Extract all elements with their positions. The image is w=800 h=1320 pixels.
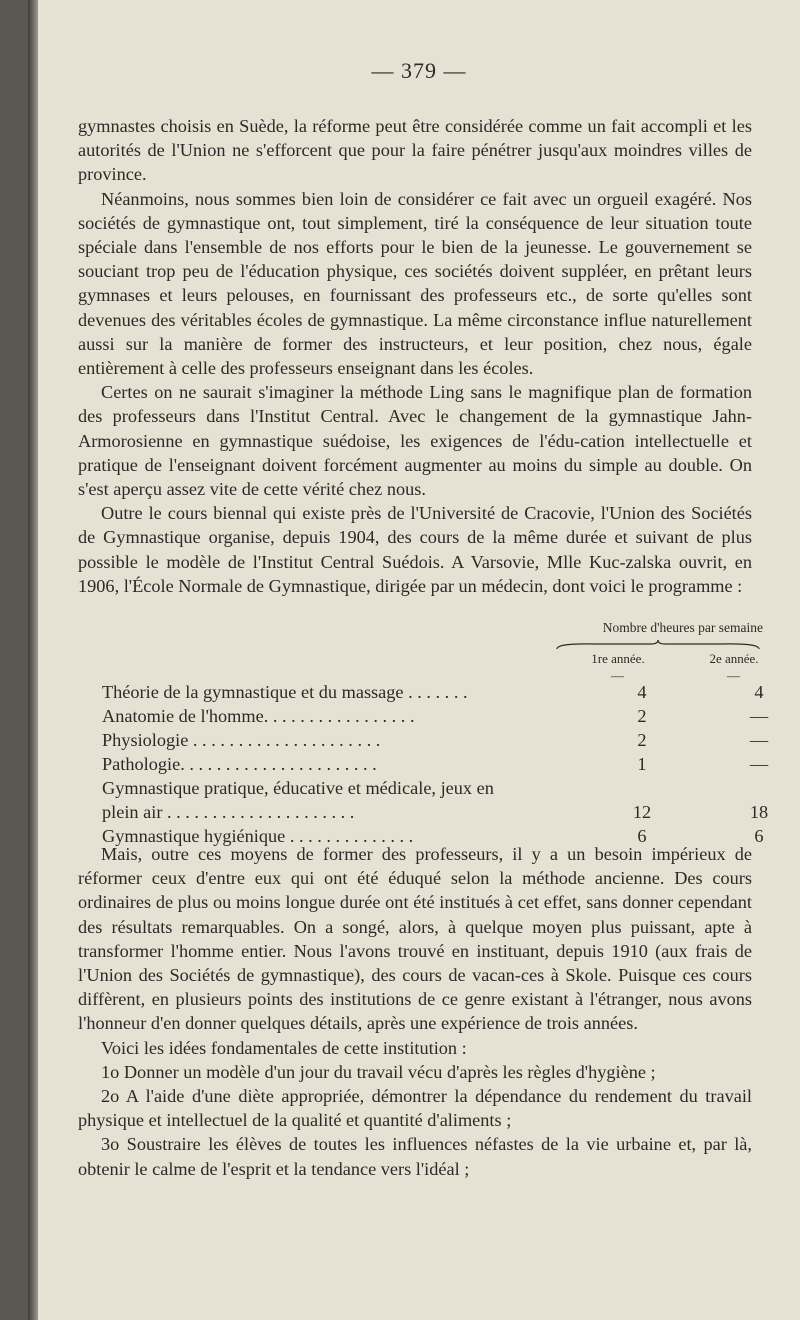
row-label: Pathologie. . . . . . . . . . . . . . . . . . . . . . (102, 754, 377, 774)
column-header-year2: 2e année. (709, 651, 759, 666)
row-year1: 1 (637, 754, 647, 774)
row-year2: 18 (749, 802, 769, 822)
row-year1: 2 (637, 730, 647, 750)
table-row (102, 754, 769, 778)
table-row (102, 682, 762, 706)
book-binding-shadow (28, 0, 38, 1320)
paragraph: 3o Soustraire les élèves de toutes les influences néfastes de la vie urbaine et, par là, obtenir le calme de l'esprit et la tendance vers l'idéal ; (78, 1134, 752, 1179)
paragraph: Certes on ne saurait s'imaginer la méthode Ling sans le magnifique plan de formation des professeurs dans l'Institut Central. Avec le changement de la gymnastique Jahn-Armorosienne en gymnastique suédoise, les exigences de l'édu-cation intellectuelle et pratique de l'enseignant doivent forcément augmenter au moins du simple au double. On s'est aperçu assez vite de cette vérité chez nous. (78, 382, 752, 500)
paragraph: 1o Donner un modèle d'un jour du travail vécu d'après les règles d'hygiène ; (101, 1061, 656, 1082)
row-year2: — (749, 706, 769, 726)
paragraph: gymnastes choisis en Suède, la réforme peut être considérée comme un fait accompli et les autorités de l'Union ne s'efforcent que pour la faire pénétrer jusqu'aux moindres villes de province. (78, 116, 752, 185)
row-year2: 6 (754, 826, 764, 846)
column-divider-mark: — (727, 668, 740, 683)
row-year2: 4 (754, 682, 764, 702)
column-divider-mark: — (611, 668, 624, 683)
row-label: Théorie de la gymnastique et du massage . . . . . . . (102, 682, 468, 702)
body-text-bottom (78, 842, 752, 1181)
row-year2: — (749, 754, 769, 774)
column-header-year1: 1re année. (591, 651, 645, 666)
paragraph: Mais, outre ces moyens de former des professeurs, il y a un besoin impérieux de réformer ceux d'entre eux qui ont été éduqué selon la méthode ancienne. Des cours ordinaires de plus ou moins longue durée ont été institués à cet effet, sans donner cependant des résultats remarquables. On a songé, alors, à quelque moyen plus puissant, apte à transformer l'homme entier. Nous l'avons trouvé en instituant, depuis 1910 (aux frais de l'Union des Sociétés de gymnastique), des cours de vacan-ces à Skole. Puisque ces cours diffèrent, en plusieurs points des institutions de ce genre existant à l'étranger, nous avons l'honneur d'en donner quelques détails, après une expérience de trois années. (78, 844, 752, 1034)
header-brace (556, 640, 760, 650)
row-year1: 12 (632, 802, 652, 822)
paragraph: Voici les idées fondamentales de cette institution : (101, 1037, 467, 1058)
paragraph: Outre le cours biennal qui existe près de l'Université de Cracovie, l'Union des Sociétés de Gymnastique organise, depuis 1904, des cours de la même durée et suivant de plus possible le modèle de l'Institut Central Suédois. A Varsovie, Mlle Kuc-zalska ouvrit, en 1906, l'École Normale de Gymnastique, dirigée par un médecin, dont voici le programme : (78, 503, 752, 596)
row-year2: — (749, 730, 769, 750)
row-label: Gymnastique hygiénique . . . . . . . . . . . . . . (102, 826, 414, 846)
table-row (102, 778, 762, 802)
table-row (102, 706, 769, 730)
table-row (102, 730, 769, 754)
paragraph: Néanmoins, nous sommes bien loin de considérer ce fait avec un orgueil exagéré. Nos sociétés de gymnastique ont, tout simplement, tiré la conséquence de leur situation toute spéciale dans l'ensemble de nos efforts pour le bien de la jeunesse. Le gouvernement se souciant trop peu de l'éducation physique, ces sociétés doivent suppléer, en prêtant leurs gymnases et leurs pelouses, en fournissant des professeurs etc., de sorte qu'elles sont devenues des véritables écoles de gymnastique. La même circonstance influe naturellement aussi sur la manière de former des instructeurs, et leur position, chez nous, égale entièrement à celle des professeurs enseignant dans les écoles. (78, 188, 752, 379)
page-number: — 379 — (371, 58, 467, 83)
row-year1: 4 (637, 682, 647, 702)
row-year1: 2 (637, 706, 647, 726)
row-label: Anatomie de l'homme. . . . . . . . . . . . . . . . . (102, 706, 415, 726)
row-label: Physiologie . . . . . . . . . . . . . . . . . . . . . (102, 730, 381, 750)
row-label: plein air . . . . . . . . . . . . . . . . . . . . . (102, 802, 355, 822)
row-year1: 6 (637, 826, 647, 846)
body-text-top (78, 114, 752, 598)
table-row (102, 802, 769, 826)
paragraph: 2o A l'aide d'une diète appropriée, démontrer la dépendance du rendement du travail physique et intellectuel de la qualité et quantité d'aliments ; (78, 1086, 752, 1131)
row-label: Gymnastique pratique, éducative et médicale, jeux en (102, 778, 494, 798)
book-page (38, 0, 800, 1320)
table-header: Nombre d'heures par semaine (602, 620, 763, 635)
